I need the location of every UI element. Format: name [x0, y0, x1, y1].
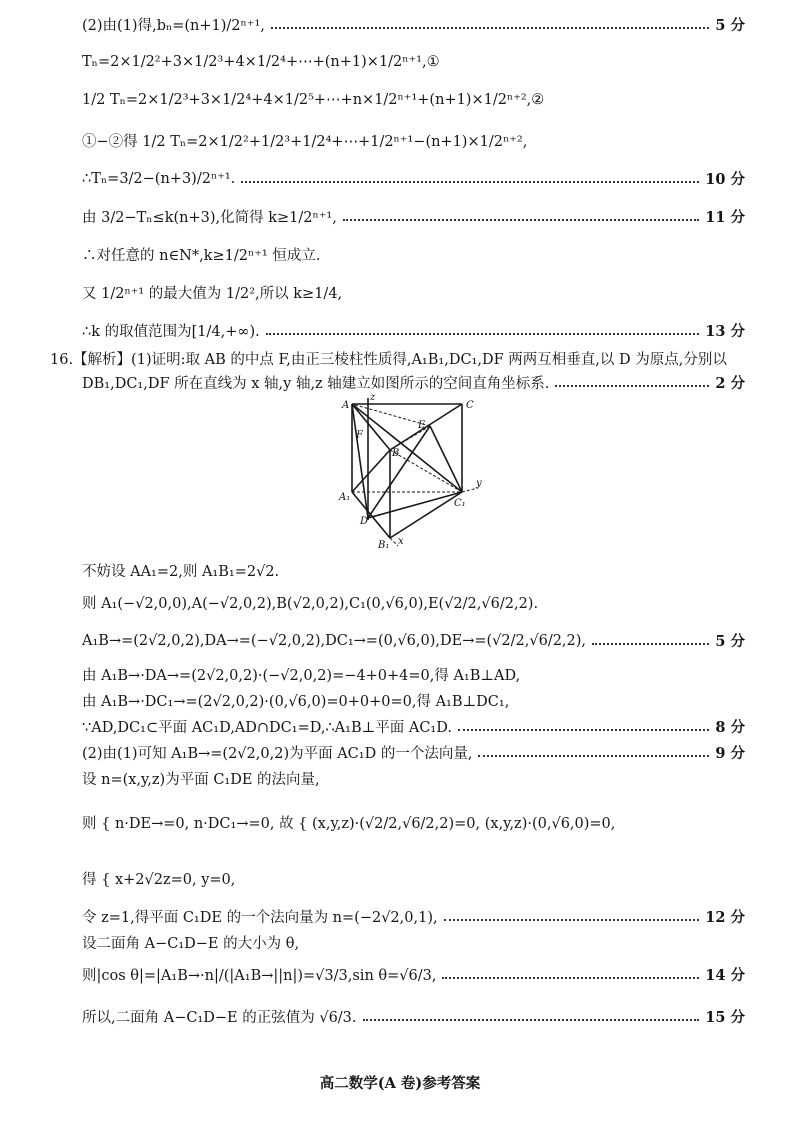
solution-line: DB₁,DC₁,DF 所在直线为 x 轴,y 轴,z 轴建立如图所示的空间直角坐标系. 2 分: [82, 372, 745, 393]
solution-line: 则 A₁(−√2,0,0),A(−√2,0,2),B(√2,0,2),C₁(0,√6,0),E(√2/2,√6/2,2).: [82, 596, 539, 612]
label-B: B: [392, 448, 400, 459]
score-label: 13 分: [705, 323, 745, 340]
score-label: 8 分: [715, 719, 745, 736]
solution-line: 则 { n·DE→=0, n·DC₁→=0, 故 { (x,y,z)·(√2/2,√6/2,2)=0, (x,y,z)·(0,√6,0)=0,: [82, 816, 616, 832]
solution-line: 令 z=1,得平面 C₁DE 的一个法向量为 n=(−2√2,0,1), 12 分: [82, 906, 745, 927]
solution-line: 设二面角 A−C₁D−E 的大小为 θ,: [82, 936, 300, 952]
solution-line: (2)由(1)得,bₙ=(n+1)/2ⁿ⁺¹, 5 分: [82, 14, 745, 35]
label-C1: C₁: [454, 498, 466, 509]
label-F: F: [356, 430, 363, 441]
solution-line: 1/2 Tₙ=2×1/2³+3×1/2⁴+4×1/2⁵+⋯+n×1/2ⁿ⁺¹+(n+1)×1/2ⁿ⁺²,②: [82, 92, 545, 108]
label-B1: B₁: [378, 540, 390, 550]
score-label: 14 分: [705, 967, 745, 984]
solution-line: 得 { x+2√2z=0, y=0,: [82, 872, 236, 888]
score-label: 2 分: [715, 375, 745, 392]
solution-line: 所以,二面角 A−C₁D−E 的正弦值为 √6/3. 15 分: [82, 1006, 745, 1027]
label-z: z: [370, 392, 376, 403]
solution-line: 由 3/2−Tₙ≤k(n+3),化简得 k≥1/2ⁿ⁺¹, 11 分: [82, 206, 745, 227]
solution-line: (2)由(1)可知 A₁B→=(2√2,0,2)为平面 AC₁D 的一个法向量, 9 分: [82, 742, 745, 763]
score-label: 15 分: [705, 1009, 745, 1026]
score-label: 9 分: [715, 745, 745, 762]
score-label: 5 分: [715, 633, 745, 650]
label-C: C: [466, 400, 474, 411]
score-label: 12 分: [705, 909, 745, 926]
solution-line: 由 A₁B→·DC₁→=(2√2,0,2)·(0,√6,0)=0+0+0=0,得 A₁B⊥DC₁,: [82, 694, 510, 710]
solution-line: ∵AD,DC₁⊂平面 AC₁D,AD∩DC₁=D,∴A₁B⊥平面 AC₁D. 8 分: [82, 716, 745, 737]
solution-line: 则|cos θ|=|A₁B→·n|/(|A₁B→||n|)=√3/3,sin θ=√6/3, 14 分: [82, 964, 745, 985]
solution-line: 不妨设 AA₁=2,则 A₁B₁=2√2.: [82, 564, 280, 580]
label-x: x: [398, 536, 404, 547]
score-label: 10 分: [705, 171, 745, 188]
label-E: E: [418, 420, 426, 431]
page-footer: 高二数学(A 卷)参考答案: [319, 1075, 481, 1092]
score-label: 11 分: [705, 209, 745, 226]
solution-line: ∴对任意的 n∈N*,k≥1/2ⁿ⁺¹ 恒成立.: [82, 248, 321, 264]
solution-line: ①−②得 1/2 Tₙ=2×1/2²+1/2³+1/2⁴+⋯+1/2ⁿ⁺¹−(n+1)×1/2ⁿ⁺²,: [82, 134, 528, 150]
prism-figure: [290, 392, 490, 550]
solution-line: A₁B→=(2√2,0,2),DA→=(−√2,0,2),DC₁→=(0,√6,0),DE→=(√2/2,√6/2,2), 5 分: [82, 630, 745, 651]
solution-line: 设 n=(x,y,z)为平面 C₁DE 的法向量,: [82, 772, 320, 788]
solution-line: 16.【解析】(1)证明:取 AB 的中点 F,由正三棱柱性质得,A₁B₁,DC₁,DF 两两互相垂直,以 D 为原点,分别以: [50, 352, 727, 368]
solution-line: 由 A₁B→·DA→=(2√2,0,2)·(−√2,0,2)=−4+0+4=0,得 A₁B⊥AD,: [82, 668, 521, 684]
solution-line: ∴k 的取值范围为[1/4,+∞). 13 分: [82, 320, 745, 341]
solution-line: Tₙ=2×1/2²+3×1/2³+4×1/2⁴+⋯+(n+1)×1/2ⁿ⁺¹,①: [82, 54, 440, 70]
label-A: A: [342, 400, 350, 411]
label-D: D: [360, 516, 369, 527]
solution-line: 又 1/2ⁿ⁺¹ 的最大值为 1/2²,所以 k≥1/4,: [82, 286, 343, 302]
score-label: 5 分: [715, 17, 745, 34]
label-y: y: [476, 478, 482, 489]
label-A1: A₁: [339, 492, 351, 503]
solution-line: ∴Tₙ=3/2−(n+3)/2ⁿ⁺¹. 10 分: [82, 168, 745, 189]
